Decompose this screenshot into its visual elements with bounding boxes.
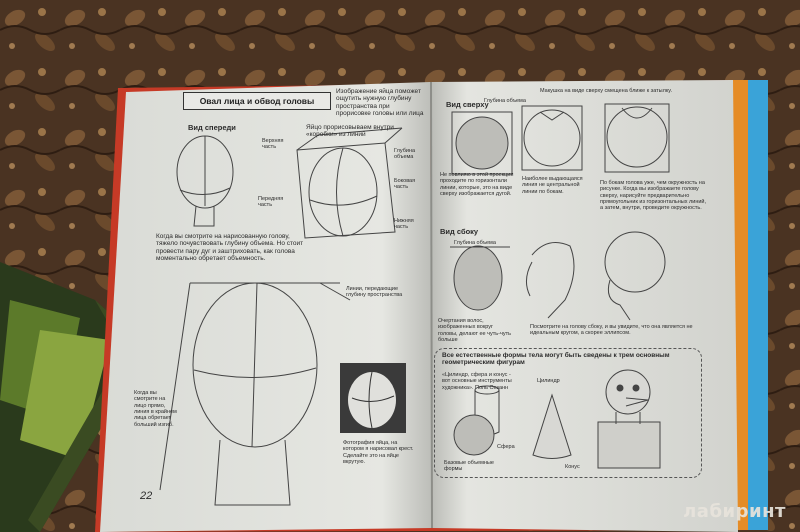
section-title: Овал лица и обвод головы [183, 92, 331, 110]
intro-text: Изображение яйца поможет ощутить нужную глубину пространства при прорисовке головы или лица [336, 88, 424, 118]
box-caption: Яйцо прорисовываем внутри «коробки» из линий [306, 124, 394, 139]
cone-label: Конус [565, 464, 580, 470]
cezanne-quote: «Цилиндр, сфера и конус - вот основные инструменты художника». Поль Сезанн [442, 372, 512, 391]
label-depth: Глубина объема [394, 148, 416, 161]
depth-lines-note: Линии, передающие глубину пространства [346, 286, 403, 299]
side-view-heading: Вид сбоку [440, 227, 479, 236]
watermark-logo: лабиринт [683, 501, 786, 522]
side-note: Когда вы смотрите на лицо прямо, линия в крайнем лица обретает больший изгиб. [134, 390, 177, 428]
top-note: Макушка на виде сверху смещена ближе к затылку. [540, 88, 673, 94]
photo-caption: Фотография яйца, на котором я нарисовал крест. Сделайте это на яйце вкрутую. [343, 440, 414, 465]
cylinder-label: Цилиндр [537, 378, 560, 384]
hair-note: Очертания волос, изображенных вокруг головы, делают ее чуть-чуть больше [438, 318, 511, 343]
side-text: Посмотрите на голову сбоку, и вы увидите, что она является не идеальным кругом, а скорее эллипсом. [530, 324, 693, 337]
forms-box-title: Все естественные формы тела могут быть сведены к трем основным геометрическим фигурам [442, 352, 670, 367]
narrow-label: Наиболее выдающаяся линия не центральной линии по бокам. [522, 176, 583, 195]
label-bottom: Нижняя часть [394, 218, 414, 231]
top-depth-label: Глубина объема [484, 98, 526, 104]
label-top: Верхняя часть [262, 138, 284, 151]
top-right-text: По бокам голова уже, чем окружность на рисунке. Когда вы изображаете голову сверху, нарисуйте предварительно прямоугольник из горизонтальных линий, а затем, внутри, проведите окружность. [600, 180, 707, 212]
base-forms-label: Базовые объемные формы [444, 460, 494, 473]
sphere-label: Сфера [497, 444, 515, 450]
side-depth-label: Глубина объема [454, 240, 496, 246]
label-side: Боковая часть [394, 178, 416, 191]
top-text: Не повлияю в этой проекции проходите по горизонтали линии, которые, это на виде сверху изображается дугой. [440, 172, 514, 197]
label-front: Передняя часть [258, 196, 284, 209]
top-view-heading: Вид сверху [446, 100, 489, 109]
front-view-heading: Вид спереди [188, 123, 236, 132]
page-number: 22 [140, 490, 153, 502]
front-text: Когда вы смотрите на нарисованную голову, тяжело почувствовать глубину объема. Но стоит провести пару дуг и заштриховать, как голова моментально обретает объемность. [156, 233, 304, 263]
forms-box [434, 348, 702, 478]
